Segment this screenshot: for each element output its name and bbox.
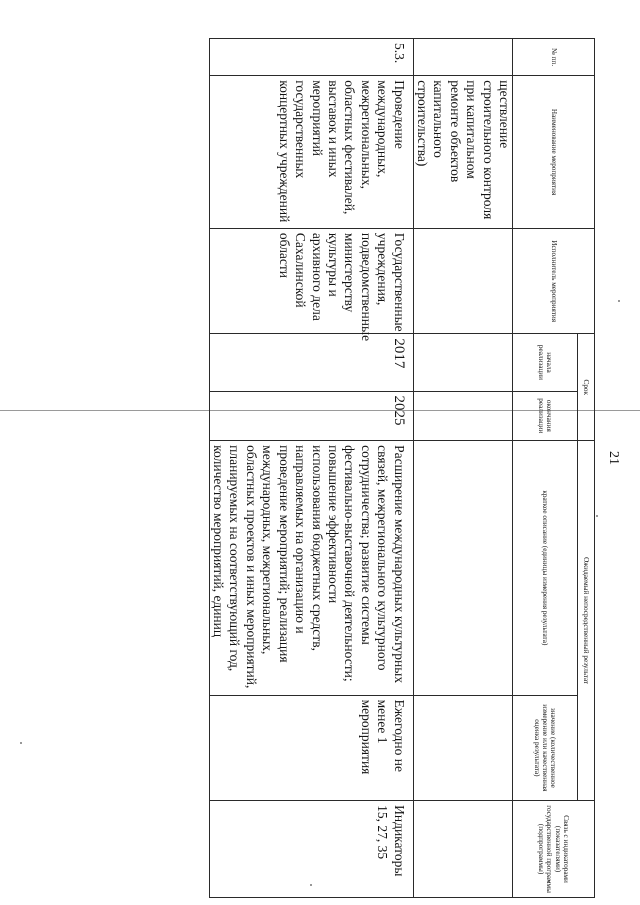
row-start xyxy=(413,334,512,391)
program-measures-table xyxy=(209,38,595,898)
header-term-end: окончания реализации xyxy=(513,391,578,441)
row-executor xyxy=(413,228,512,334)
row-indicators xyxy=(413,801,512,898)
header-expected-result: Ожидаемый непосредственный результат xyxy=(578,441,595,801)
header-executor: Исполнитель мероприятия xyxy=(513,228,595,334)
header-num: № пп. xyxy=(513,39,595,76)
table-header-row xyxy=(578,39,595,898)
header-term: Срок xyxy=(578,334,595,441)
header-indicator-link: Связь с индикаторами (показателями) государственной программы (подпрограммы) xyxy=(513,801,595,898)
header-expected-value: значение (количественное измерение или качественная оценка результата) xyxy=(513,695,578,801)
row-executor: Государственные учреждения, подведомственные министерству культуры и архивного дела Сахалинской области xyxy=(209,228,413,334)
row-start: 2017 xyxy=(209,334,413,391)
header-term-start: начала реализации xyxy=(513,334,578,391)
row-num xyxy=(413,39,512,76)
header-name: Наименование мероприятия xyxy=(513,76,595,229)
row-name: Проведение международных, межрегиональных, областных фестивалей, выставок и иных мероприятий государственных концертных учреждений xyxy=(209,76,413,229)
scan-speck xyxy=(618,300,620,302)
row-result-value: Ежегодно не менее 1 мероприятия xyxy=(209,695,413,801)
table-row xyxy=(413,39,512,898)
row-result-desc: Расширение международных культурных связей, межрегионального культурного сотрудничества; развитие системы фестивально-выставочной деятельности; повышение эффективности использования бюджетных средств, направляемых на организацию и проведение мероприятий; реализация международных, межрегиональных, областных проектов и иных мероприятий, планируемых на соответствующий год, количество мероприятий, единиц xyxy=(209,441,413,695)
row-name: ществление строительного контроля при капитальном ремонте объектов капитального строительства) xyxy=(413,76,512,229)
table-row xyxy=(209,39,413,898)
row-end xyxy=(413,391,512,441)
scan-speck xyxy=(20,742,22,744)
row-result-desc xyxy=(413,441,512,695)
row-num: 5.3. xyxy=(209,39,413,76)
scan-speck xyxy=(596,515,598,517)
row-end: 2025 xyxy=(209,391,413,441)
page-number: 21 xyxy=(606,451,621,465)
row-result-value xyxy=(413,695,512,801)
row-indicators: Индикаторы 15, 27, 35 xyxy=(209,801,413,898)
header-expected-desc: краткое описание (единицы измерения результата) xyxy=(513,441,578,695)
rotated-document-page xyxy=(80,38,621,898)
